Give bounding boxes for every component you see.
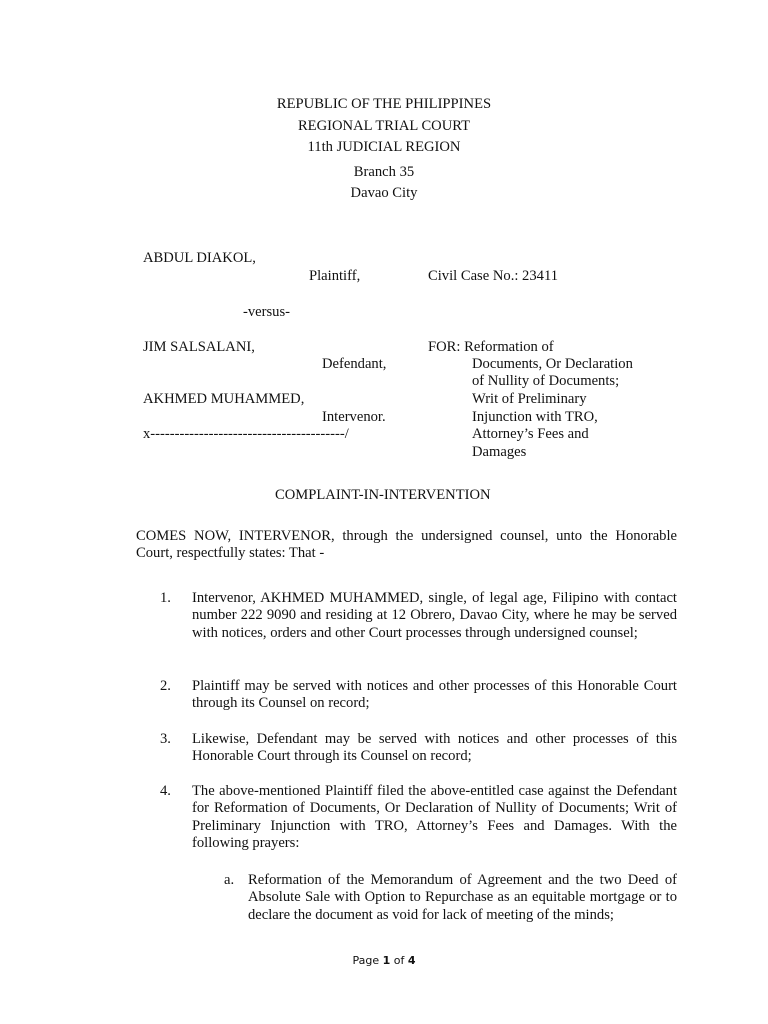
for-line: Damages <box>472 444 527 460</box>
caption-separator: x----------------------------------------/ <box>143 426 349 442</box>
court-branch: Branch 35 <box>353 164 415 180</box>
item-number: 3. <box>160 731 171 747</box>
item-number: 4. <box>160 783 171 799</box>
versus-label: -versus- <box>243 304 291 320</box>
intro-paragraph: COMES NOW, INTERVENOR, through the undersigned counsel, unto the Honorable Court, respectfully states: That - <box>136 528 677 562</box>
subitem-letter: a. <box>224 872 235 888</box>
court-name: REGIONAL TRIAL COURT <box>297 118 471 134</box>
for-line: Attorney’s Fees and <box>472 426 589 442</box>
page-number <box>0 954 768 967</box>
defendant-label: Defendant, <box>322 356 387 372</box>
court-region: 11th JUDICIAL REGION <box>307 139 461 155</box>
case-number: Civil Case No.: 23411 <box>428 268 558 284</box>
for-line: Documents, Or Declaration <box>472 356 633 372</box>
page-total: 4 <box>407 954 416 967</box>
intervenor-label: Intervenor. <box>322 409 386 425</box>
item-text: Intervenor, AKHMED MUHAMMED, single, of legal age, Filipino with contact number 222 9090 and residing at 12 Obrero, Davao City, where he may be served with notices, orders and other Court processes through undersigned counsel; <box>192 590 677 641</box>
item-text: The above-mentioned Plaintiff filed the above-entitled case against the Defendant for Reformation of Documents, Or Declaration of Nullity of Documents; Writ of Preliminary Injunction with TRO, Attorney’s Fees and Damages. With the following prayers: <box>192 783 677 852</box>
for-line: FOR: Reformation of <box>428 339 554 355</box>
intervenor-name: AKHMED MUHAMMED, <box>143 391 305 407</box>
document-title: COMPLAINT-IN-INTERVENTION <box>275 487 491 503</box>
plaintiff-name: ABDUL DIAKOL, <box>143 250 256 266</box>
defendant-name: JIM SALSALANI, <box>143 339 255 355</box>
item-number: 1. <box>160 590 171 606</box>
for-line: of Nullity of Documents; <box>472 373 620 389</box>
item-number: 2. <box>160 678 171 694</box>
subitem-text: Reformation of the Memorandum of Agreement and the two Deed of Absolute Sale with Option to Repurchase as an equitable mortgage or to declare the document as void for lack of meeting of the minds; <box>248 872 677 923</box>
for-line: Writ of Preliminary <box>472 391 587 407</box>
plaintiff-label: Plaintiff, <box>309 268 361 284</box>
item-text: Likewise, Defendant may be served with notices and other processes of this Honorable Court through its Counsel on record; <box>192 731 677 765</box>
page-of: of <box>393 954 405 967</box>
page-word: Page <box>352 954 380 967</box>
for-line: Injunction with TRO, <box>472 409 598 425</box>
court-republic: REPUBLIC OF THE PHILIPPINES <box>276 96 492 112</box>
item-text: Plaintiff may be served with notices and other processes of this Honorable Court through its Counsel on record; <box>192 678 677 712</box>
court-city: Davao City <box>350 185 418 201</box>
page-current: 1 <box>382 954 391 967</box>
